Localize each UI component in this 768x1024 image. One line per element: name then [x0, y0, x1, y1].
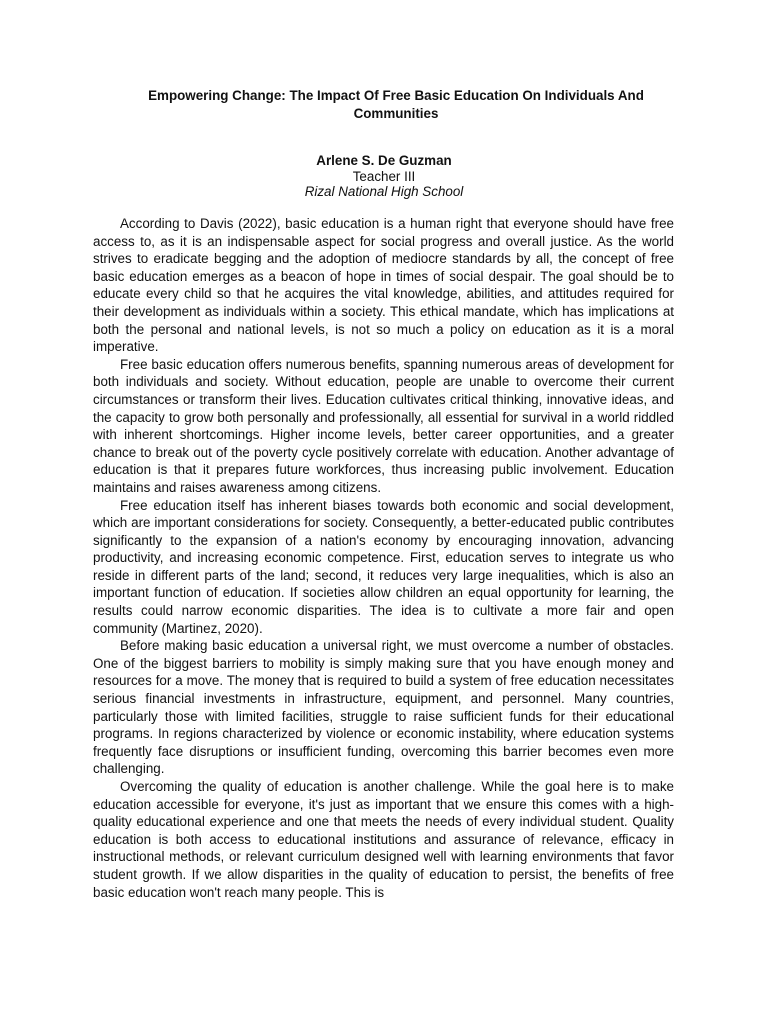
body-text [93, 215, 674, 901]
paragraph: According to Davis (2022), basic education is a human right that everyone should have free access to, as it is an indispensable aspect for social progress and overall justice. As the world strives to eradicate begging and the adoption of mediocre standards by all, the concept of free basic education emerges as a beacon of hope in times of social despair. The goal should be to educate every child so that he acquires the vital knowledge, abilities, and attitudes required for their development as individuals within a society. This ethical mandate, which has implications at both the personal and national levels, is not so much a policy on education as it is a moral imperative. [93, 216, 674, 355]
document-title: Empowering Change: The Impact Of Free Basic Education On Individuals And Communities [148, 88, 644, 121]
paragraph: Free education itself has inherent biases towards both economic and social development, which are important considerations for society. Consequently, a better-educated public contributes significantly to the expansion of a nation's economy by encouraging innovation, advancing productivity, and increasing economic competence. First, education serves to integrate us who reside in different parts of the land; second, it reduces very large inequalities, which is also an important function of education. If societies allow children an equal opportunity for learning, the results could narrow economic disparities. The idea is to cultivate a more fair and open community (Martinez, 2020). [93, 497, 674, 636]
author-position: Teacher III [352, 168, 416, 184]
author-name: Arlene S. De Guzman [316, 153, 452, 168]
paragraph: Overcoming the quality of education is another challenge. While the goal here is to make education accessible for everyone, it's just as important that we ensure this comes with a high-quality educational experience and one that meets the needs of every individual student. Quality education is both access to educational institutions and assurance of relevance, efficacy in instructional methods, or relevant curriculum designed well with learning environments that favor student growth. If we allow disparities in the quality of education to persist, the benefits of free basic education won't reach many people. This is [93, 779, 674, 900]
paragraph: Free basic education offers numerous benefits, spanning numerous areas of development for both individuals and society. Without education, people are unable to overcome their current circumstances or transform their lives. Education cultivates critical thinking, innovative ideas, and the capacity to grow both personally and professionally, all essential for survival in a world riddled with inherent shortcomings. Higher income levels, better career opportunities, and a greater chance to break out of the poverty cycle positively correlate with education. Another advantage of education is that it prepares future workforces, thus increasing public involvement. Education maintains and raises awareness among citizens. [93, 356, 674, 495]
paragraph: Before making basic education a universal right, we must overcome a number of obstacles. One of the biggest barriers to mobility is simply making sure that you have enough money and resources for a move. The money that is required to build a system of free education necessitates serious financial investments in infrastructure, equipment, and personnel. Many countries, particularly those with limited facilities, struggle to raise sufficient funds for their educational programs. In regions characterized by violence or economic instability, where education systems frequently face disruptions or insufficient funding, overcoming this barrier becomes even more challenging. [93, 638, 674, 777]
author-block [0, 153, 768, 200]
author-school: Rizal National High School [304, 184, 464, 199]
